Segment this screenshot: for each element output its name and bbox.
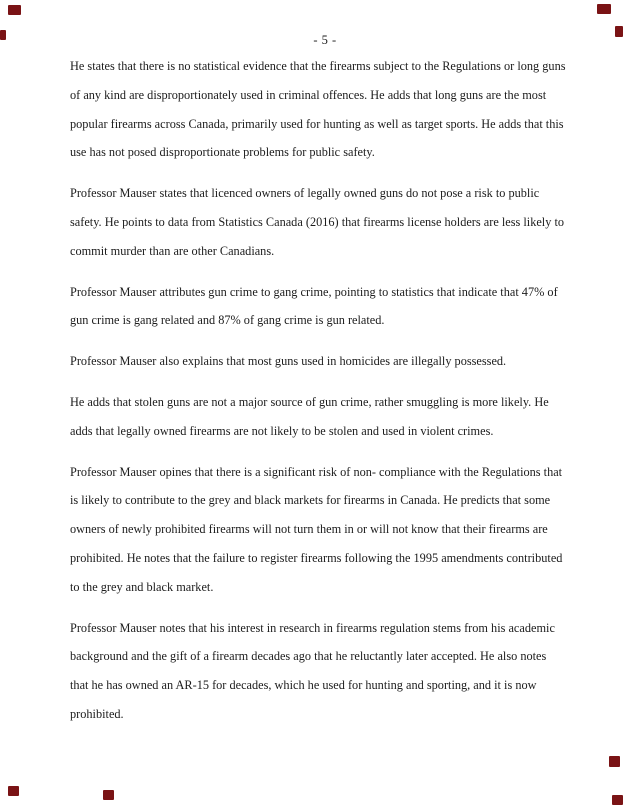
- paragraph: [70, 179, 585, 265]
- text-line: Professor Mauser states that licenced owners of legally owned guns do not pose a risk to public: [70, 186, 540, 201]
- paragraph: [70, 52, 585, 167]
- scan-edge-mark: [615, 26, 623, 37]
- text-line: prohibited. He notes that the failure to register firearms following the 1995 amendments contributed: [70, 550, 563, 565]
- scan-edge-mark: [0, 30, 6, 40]
- page-number: - 5 -: [313, 33, 337, 47]
- text-line: Professor Mauser also explains that most guns used in homicides are illegally possessed.: [70, 354, 507, 369]
- text-line: safety. He points to data from Statistics Canada (2016) that firearms license holders are less likely to: [70, 214, 565, 229]
- text-line: He states that there is no statistical evidence that the firearms subject to the Regulations or long guns: [70, 59, 566, 73]
- text-line: Professor Mauser attributes gun crime to gang crime, pointing to statistics that indicate that 47% of: [70, 284, 558, 299]
- text-line: background and the gift of a firearm decades ago that he reluctantly later accepted. He also notes: [70, 649, 547, 664]
- text-line: Professor Mauser notes that his interest in research in firearms regulation stems from his academic: [70, 620, 555, 635]
- text-line: prohibited.: [70, 706, 124, 721]
- text-line: use has not posed disproportionate problems for public safety.: [70, 145, 375, 160]
- paragraph: [70, 458, 585, 602]
- text-line: gun crime is gang related and 87% of gang crime is gun related.: [70, 313, 385, 328]
- text-line: owners of newly prohibited firearms will not turn them in or will not know that their firearms are: [70, 522, 548, 537]
- text-line: adds that legally owned firearms are not likely to be stolen and used in violent crimes.: [70, 423, 494, 438]
- document-body: [70, 52, 585, 741]
- paragraph: [70, 388, 585, 446]
- paragraph: [70, 347, 585, 376]
- text-line: He adds that stolen guns are not a major source of gun crime, rather smuggling is more likely. He: [70, 394, 549, 409]
- scan-edge-mark: [8, 786, 19, 796]
- text-line: commit murder than are other Canadians.: [70, 243, 275, 258]
- scan-edge-mark: [612, 795, 623, 805]
- scan-edge-mark: [609, 756, 620, 767]
- text-line: that he has owned an AR-15 for decades, which he used for hunting and sporting, and it is now: [70, 678, 537, 693]
- scan-edge-mark: [8, 5, 21, 15]
- text-line: popular firearms across Canada, primarily used for hunting as well as target sports. He adds that this: [70, 116, 564, 131]
- text-line: of any kind are disproportionately used in criminal offences. He adds that long guns are the most: [70, 87, 547, 102]
- paragraph: [70, 278, 585, 336]
- text-line: to the grey and black market.: [70, 579, 214, 594]
- scan-edge-mark: [103, 790, 114, 800]
- scan-edge-mark: [597, 4, 611, 14]
- text-line: is likely to contribute to the grey and black markets for firearms in Canada. He predicts that some: [70, 493, 551, 508]
- paragraph: [70, 614, 585, 729]
- text-line: Professor Mauser opines that there is a significant risk of non- compliance with the Regulations that: [70, 464, 563, 479]
